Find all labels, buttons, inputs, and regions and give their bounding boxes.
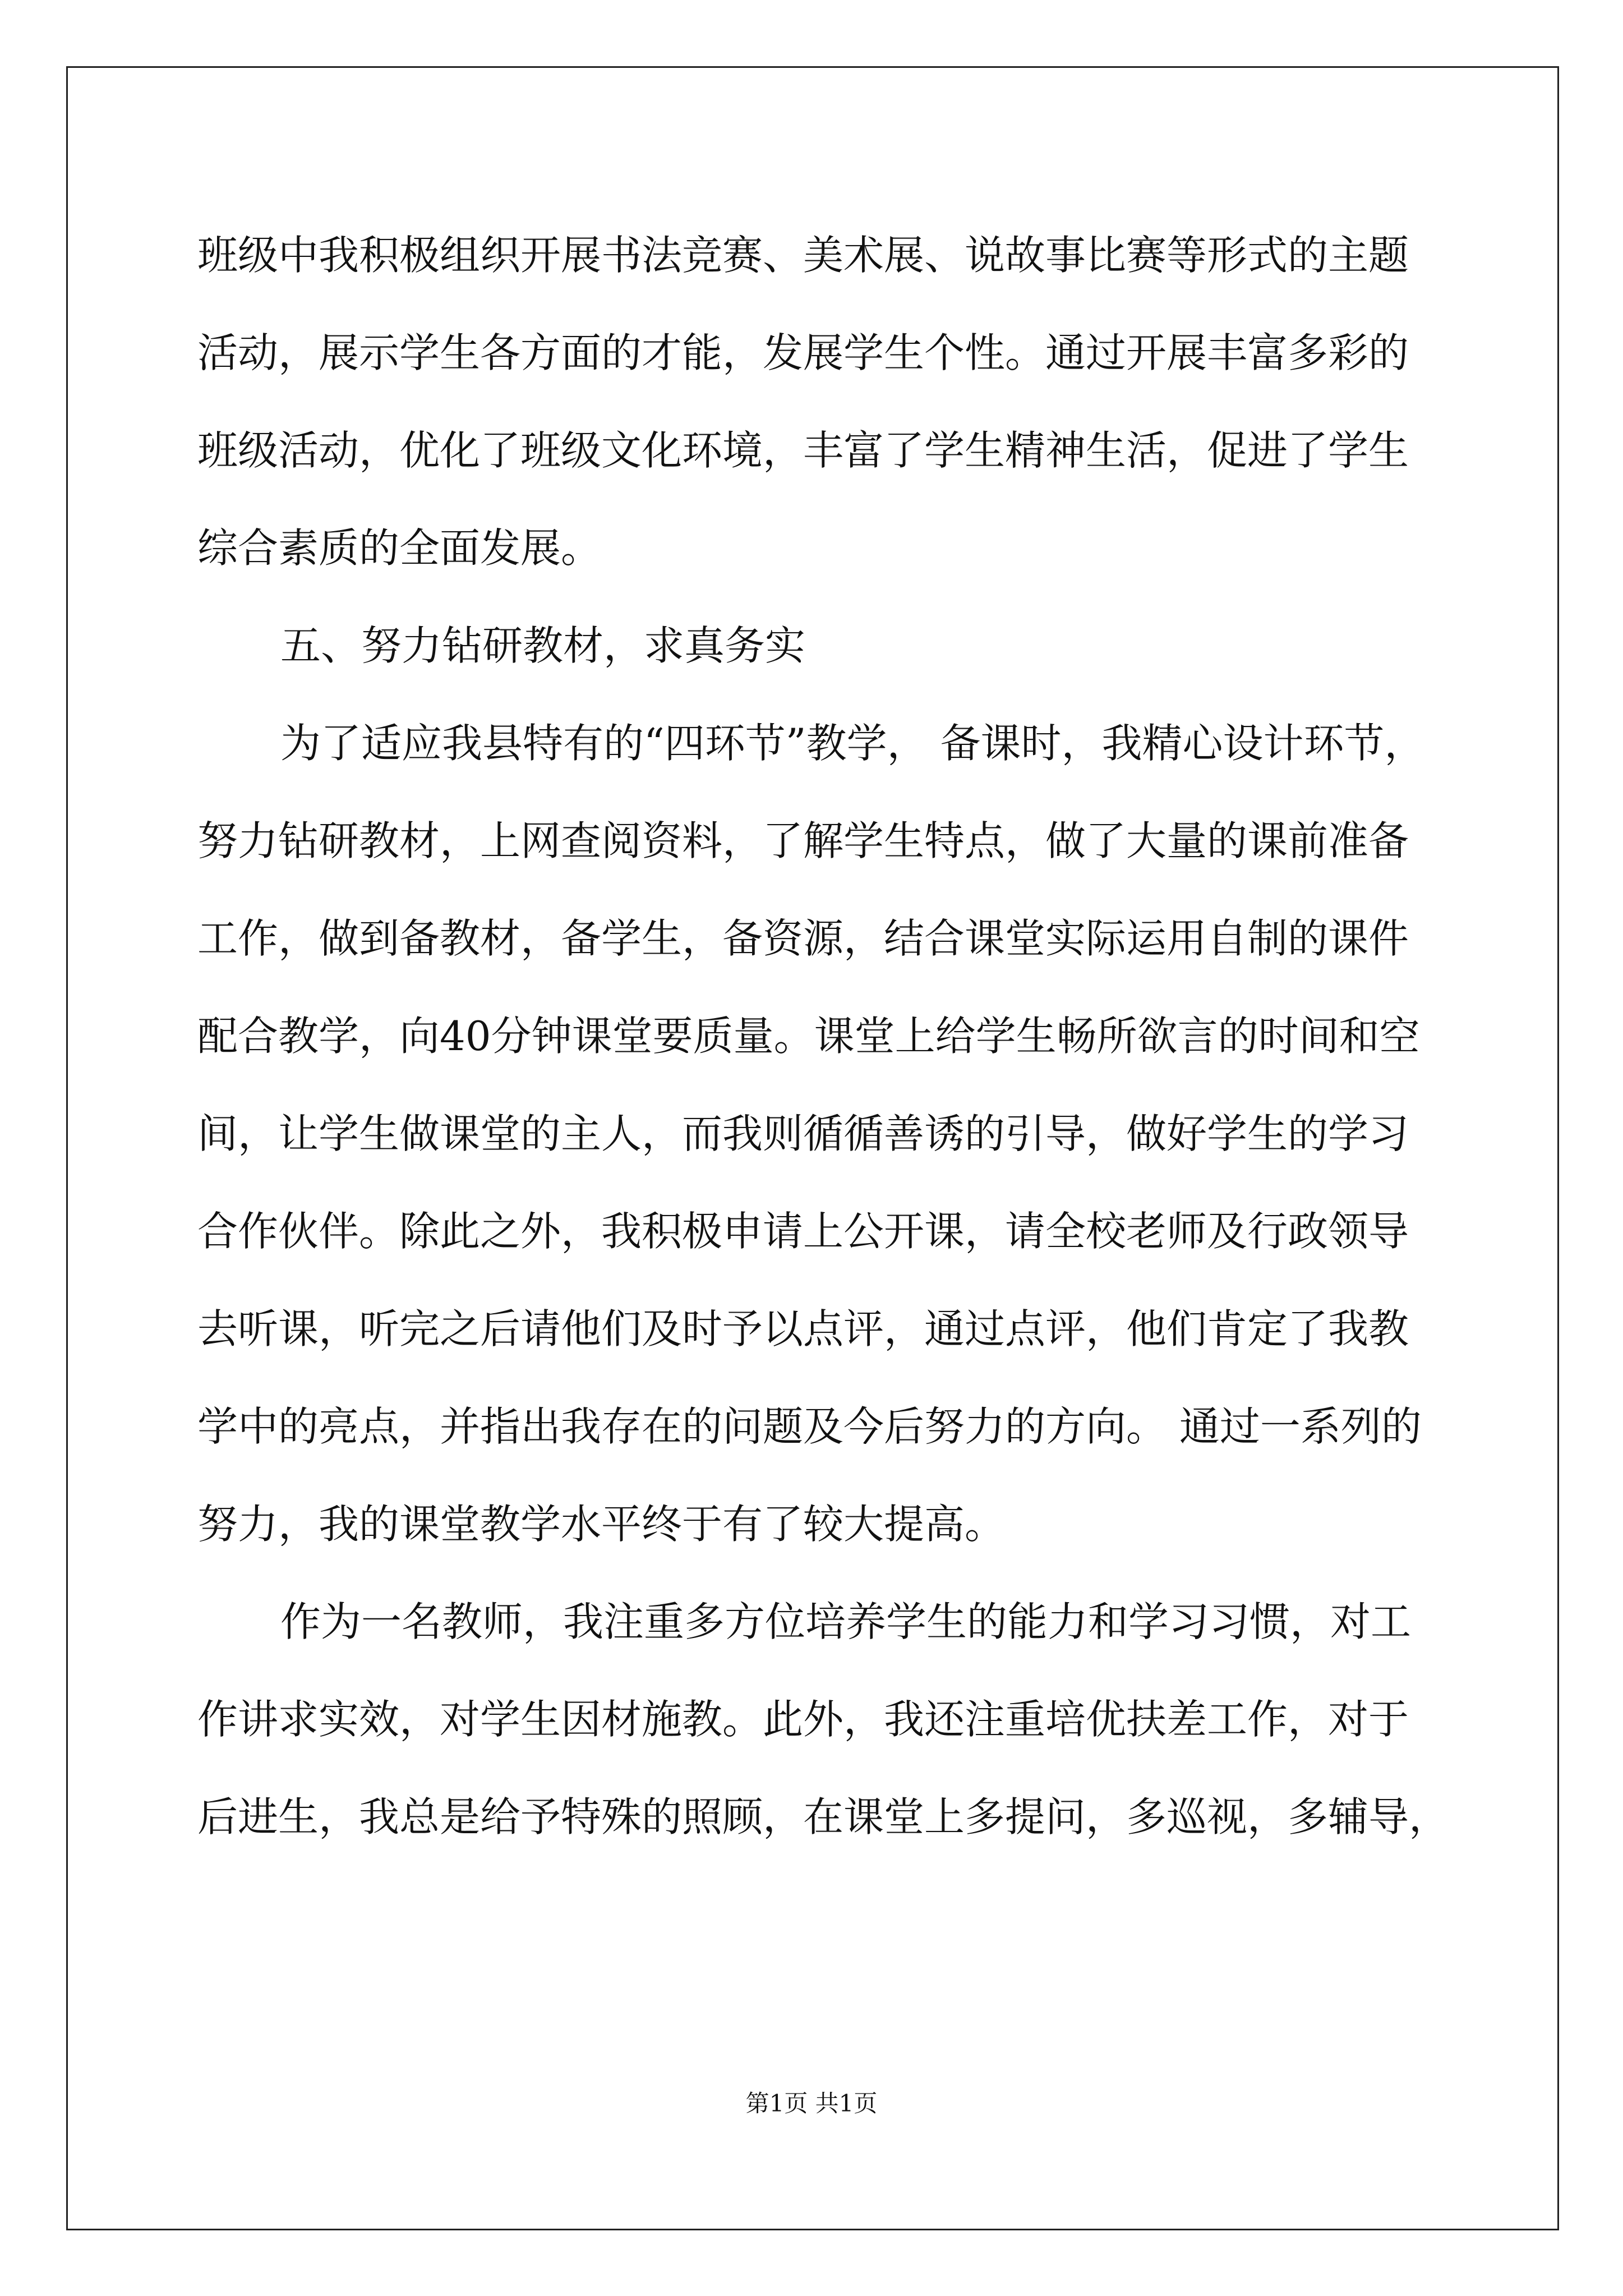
text-line: 努力钻研教材，上网查阅资料，了解学生特点，做了大量的课前准备	[197, 817, 1409, 864]
text-line: 去听课，听完之后请他们及时予以点评，通过点评，他们肯定了我教	[197, 1305, 1409, 1352]
text-line: 配合教学，向40分钟课堂要质量。课堂上给学生畅所欲言的时间和空	[197, 1013, 1420, 1060]
text-line: 班级活动，优化了班级文化环境，丰富了学生精神生活，促进了学生	[197, 427, 1409, 474]
text-line: 学中的亮点，并指出我存在的问题及今后努力的方向。 通过一系列的	[197, 1403, 1422, 1450]
text-line: 作讲求实效，对学生因材施教。此外，我还注重培优扶差工作，对于	[197, 1696, 1409, 1743]
text-line: 班级中我积极组织开展书法竞赛、美术展、说故事比赛等形式的主题	[197, 232, 1409, 279]
text-line: 作为一名教师，我注重多方位培养学生的能力和学习习惯，对工	[280, 1598, 1412, 1645]
text-line: 为了适应我县特有的“四环节”教学， 备课时，我精心设计环节，	[280, 720, 1425, 767]
text-line: 努力，我的课堂教学水平终于有了较大提高。	[197, 1501, 1006, 1548]
page-footer: 第1页 共1页	[745, 2090, 878, 2117]
text-line: 五、努力钻研教材，求真务实	[280, 622, 806, 669]
text-line: 后进生，我总是给予特殊的照顾，在课堂上多提问，多巡视，多辅导，	[197, 1793, 1450, 1841]
text-line: 间，让学生做课堂的主人，而我则循循善诱的引导，做好学生的学习	[197, 1110, 1409, 1157]
text-line: 工作，做到备教材，备学生，备资源，结合课堂实际运用自制的课件	[197, 915, 1409, 962]
text-line: 综合素质的全面发展。	[197, 524, 602, 572]
text-line: 活动，展示学生各方面的才能，发展学生个性。通过开展丰富多彩的	[197, 329, 1409, 376]
text-line: 合作伙伴。除此之外，我积极申请上公开课，请全校老师及行政领导	[197, 1208, 1409, 1255]
document-body	[197, 206, 1450, 1866]
